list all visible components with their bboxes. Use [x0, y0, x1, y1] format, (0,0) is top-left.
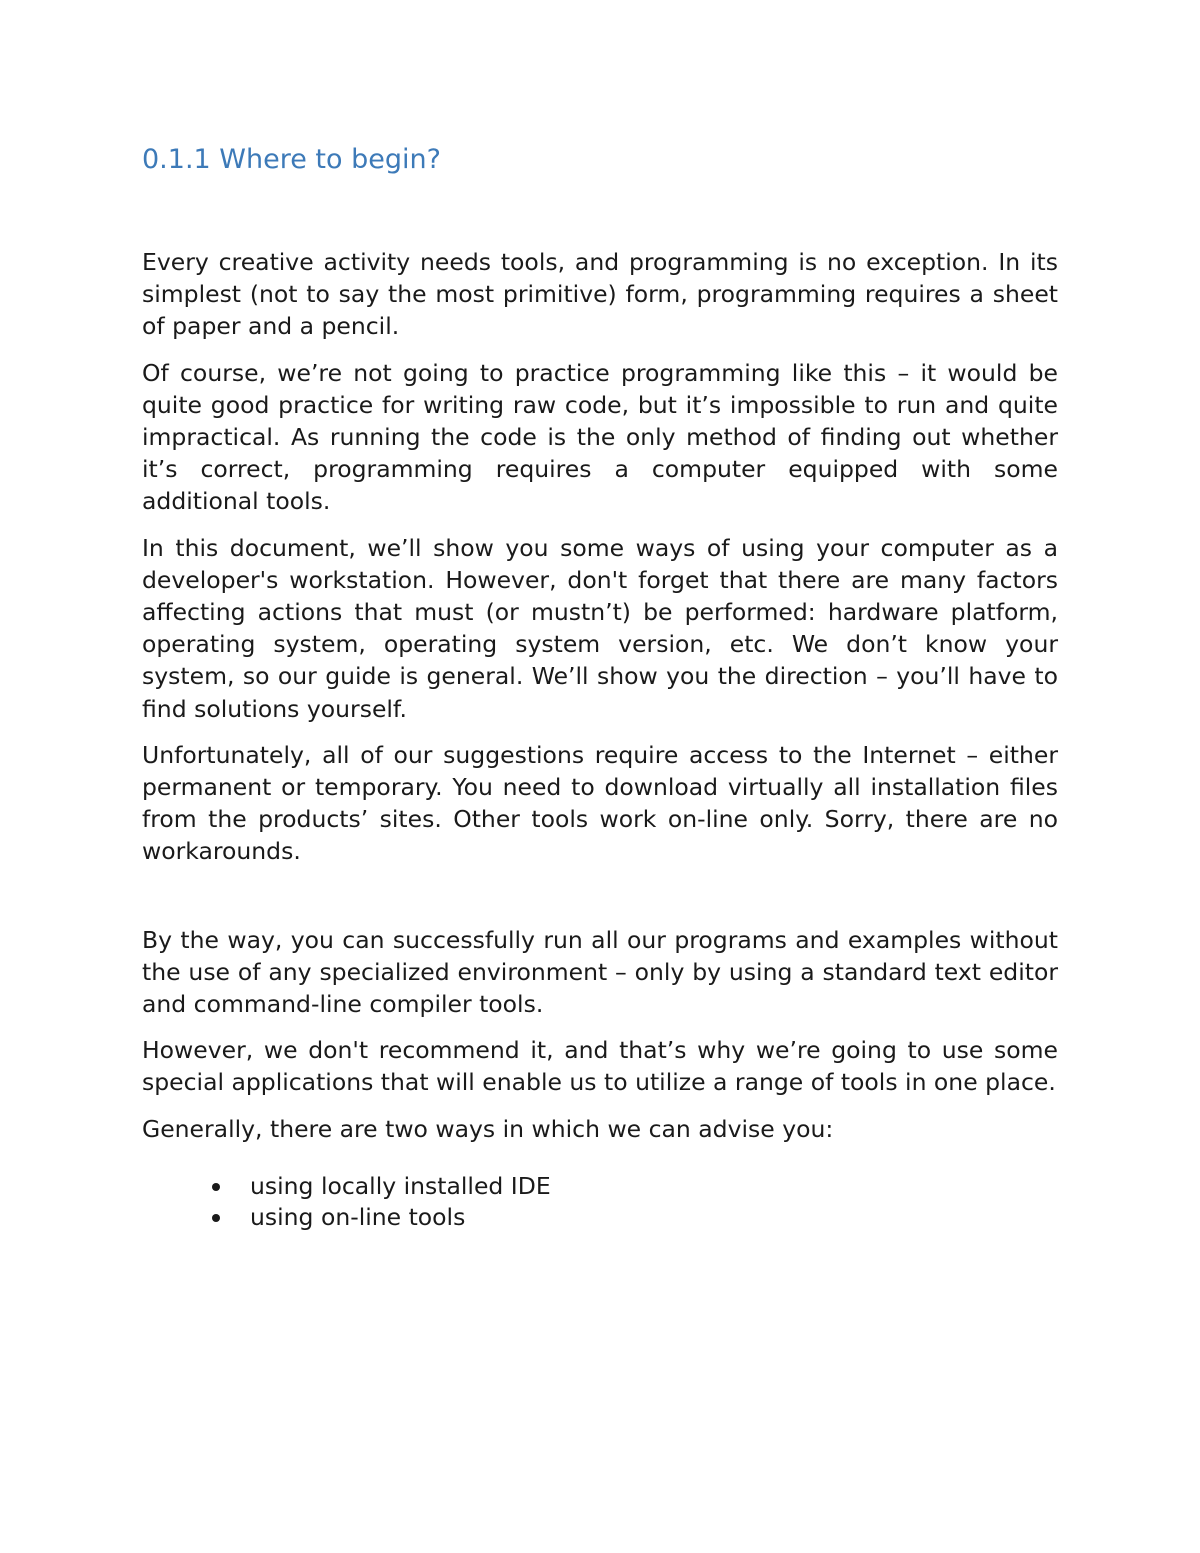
- paragraph-two-ways: Generally, there are two ways in which we can advise you:: [142, 1114, 834, 1143]
- list-item-label: using locally installed IDE: [250, 1171, 551, 1200]
- paragraph-internet-access: Unfortunately, all of our suggestions require access to the Internet – either permanent or temporary. You need to download virtually all installation files from the products’ sites. Other tools work on-line only. Sorry, there are no workarounds.: [142, 740, 1058, 866]
- options-list: [142, 1171, 1058, 1233]
- document-body: [142, 140, 1058, 1233]
- section-heading: 0.1.1 Where to begin?: [142, 144, 441, 175]
- list-item: [212, 1171, 1058, 1202]
- list-item: [212, 1202, 1058, 1233]
- paragraph-tools-intro: Every creative activity needs tools, and programming is no exception. In its simplest (not to say the most primitive) form, programming requires a sheet of paper and a pencil.: [142, 248, 1058, 341]
- list-item-label: using on-line tools: [250, 1202, 466, 1231]
- bullet-icon: [212, 1214, 220, 1222]
- paragraph-text-editor: By the way, you can successfully run all our programs and examples without the use of any specialized environment – only by using a standard text editor and command-line compiler tools.: [142, 925, 1058, 1019]
- paragraph-computer-required: Of course, we’re not going to practice programming like this – it would be quite good practice for writing raw code, but it’s impossible to run and quite impractical. As running the code is the only method of finding out whether it’s correct, programming requires a computer equipped with some additional tools.: [142, 358, 1058, 516]
- bullet-icon: [212, 1183, 220, 1191]
- paragraph-special-applications: However, we don't recommend it, and that’s why we’re going to use some special applications that will enable us to utilize a range of tools in one place.: [142, 1036, 1058, 1097]
- paragraph-workstation: In this document, we’ll show you some ways of using your computer as a developer's workstation. However, don't forget that there are many factors affecting actions that must (or mustn’t) be performed: hardware platform, operating system, operating system version, etc. We don’t know your system, so our guide is general. We’ll show you the direction – you’ll have to find solutions yourself.: [142, 533, 1058, 723]
